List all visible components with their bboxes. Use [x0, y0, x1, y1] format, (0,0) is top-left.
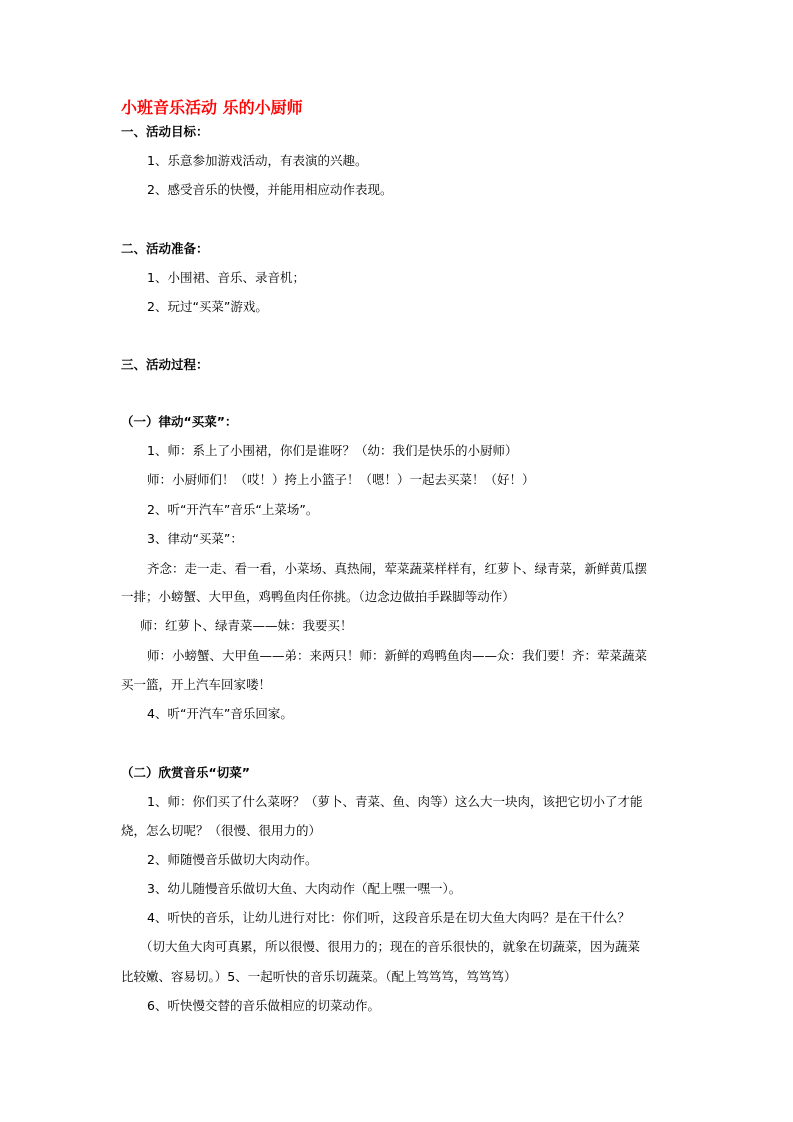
paragraph-line: 6、听快慢交替的音乐做相应的切菜动作。: [147, 998, 380, 1013]
paragraph-line: 一排；小螃蟹、大甲鱼，鸡鸭鱼肉任你挑。（边念边做拍手跺脚等动作）: [121, 589, 515, 604]
goal-item: 2、感受音乐的快慢，并能用相应动作表现。: [147, 182, 393, 197]
paragraph-line: 师：小厨师们！（哎！）挎上小篮子！（嗯！）一起去买菜！（好！）: [147, 472, 535, 487]
subsection-heading-cut-vegetables: （二）欣赏音乐“切菜”: [121, 765, 250, 780]
paragraph-line: 4、听“开汽车”音乐回家。: [147, 706, 293, 721]
paragraph-line: （切大鱼大肉可真累，所以很慢、很用力的；现在的音乐很快的，就象在切蔬菜，因为蔬菜: [140, 939, 641, 954]
preparation-item: 1、小围裙、音乐、录音机；: [147, 270, 305, 285]
paragraph-line: 1、师：你们买了什么菜呀？（萝卜、青菜、鱼、肉等）这么大一块肉，该把它切小了才能: [147, 794, 643, 809]
paragraph-line: 4、听快的音乐，让幼儿进行对比：你们听，这段音乐是在切大鱼大肉吗？是在干什么？: [147, 910, 630, 925]
paragraph-line: 师：小螃蟹、大甲鱼——弟：来两只！师：新鲜的鸡鸭鱼肉——众：我们要！齐：荤菜蔬菜: [147, 648, 648, 663]
paragraph-line: 1、师：系上了小围裙，你们是谁呀？（幼：我们是快乐的小厨师）: [147, 443, 518, 458]
section-heading-process: 三、活动过程：: [121, 357, 209, 372]
paragraph-line: 3、律动“买菜”：: [147, 531, 243, 546]
paragraph-line: 齐念：走一走、看一看，小菜场、真热闹，荤菜蔬菜样样有，红萝卜、绿青菜，新鲜黄瓜摆: [147, 561, 648, 576]
section-heading-goals: 一、活动目标：: [121, 124, 209, 139]
paragraph-line: 买一篮，开上汽车回家喽！: [121, 677, 272, 692]
paragraph-line: 2、师随慢音乐做切大肉动作。: [147, 852, 318, 867]
section-heading-preparation: 二、活动准备：: [121, 241, 209, 256]
paragraph-line: 2、听“开汽车”音乐“上菜场”。: [147, 502, 319, 517]
paragraph-line: 师：红萝卜、绿青菜——妹：我要买！: [140, 618, 353, 633]
subsection-heading-buy-vegetables: （一）律动“买菜”：: [121, 414, 238, 429]
paragraph-line: 比较嫩、容易切。）5、一起听快的音乐切蔬菜。（配上笃笃笃，笃笃笃）: [121, 969, 517, 984]
goal-item: 1、乐意参加游戏活动，有表演的兴趣。: [147, 153, 368, 168]
paragraph-line: 3、幼儿随慢音乐做切大鱼、大肉动作（配上嘿一嘿一）。: [147, 881, 462, 896]
document-title: 小班音乐活动 乐的小厨师: [121, 98, 303, 117]
preparation-item: 2、玩过“买菜”游戏。: [147, 299, 268, 314]
paragraph-line: 烧，怎么切呢？（很慢、很用力的）: [121, 823, 322, 838]
